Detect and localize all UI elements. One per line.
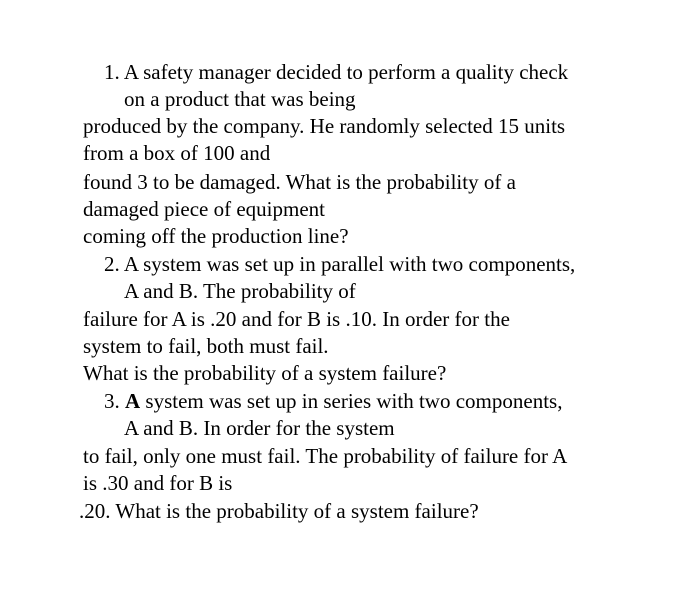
question-2-line-4: system to fail, both must fail. <box>83 334 329 358</box>
question-3-line-4: is .30 and for B is <box>83 471 233 495</box>
question-3-line-1: 3. A system was set up in series with two components, <box>104 389 563 413</box>
question-3-line-5: .20. What is the probability of a system failure? <box>79 499 479 523</box>
question-1-line-3: produced by the company. He randomly selected 15 units <box>83 114 566 138</box>
question-2-number: 2. <box>104 252 120 276</box>
question-1-line-2: on a product that was being <box>124 87 356 111</box>
question-1-number: 1. <box>104 60 120 84</box>
question-1-line-5: found 3 to be damaged. What is the probability of a <box>83 170 516 194</box>
question-3-line-2: A and B. In order for the system <box>124 416 395 440</box>
question-1-line-7: coming off the production line? <box>83 224 349 248</box>
question-1-line-1: 1. A safety manager decided to perform a quality check <box>104 60 569 84</box>
question-3-line-3: to fail, only one must fail. The probability of failure for A <box>83 444 568 468</box>
question-2-line-5: What is the probability of a system failure? <box>83 361 447 385</box>
question-3-bold-word: A <box>125 389 141 413</box>
question-2-line-3: failure for A is .20 and for B is .10. In order for the <box>83 307 510 331</box>
question-2-line-1: 2. A system was set up in parallel with two components, <box>104 252 576 276</box>
question-1-line-6: damaged piece of equipment <box>83 197 325 221</box>
question-3-number: 3. <box>104 389 120 413</box>
question-1-line-4: from a box of 100 and <box>83 141 271 165</box>
question-2-line-2: A and B. The probability of <box>124 279 356 303</box>
